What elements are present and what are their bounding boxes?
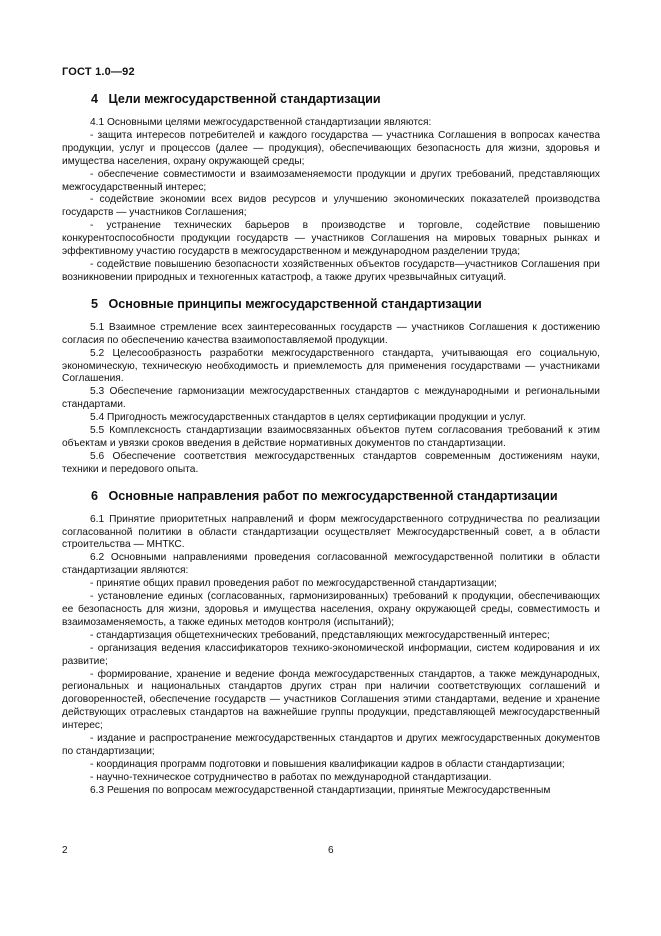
section-number: 6: [91, 488, 99, 503]
page-number-left: 2: [62, 845, 68, 856]
section-heading: [62, 487, 600, 505]
section-title: Основные направления работ по межгосударственной стандартизации: [108, 488, 558, 503]
paragraph: 5.5 Комплексность стандартизации взаимосвязанных объектов путем согласования требований к этим объектам и увязки сроков введения в действие нормативных документов по стандартизации.: [62, 425, 600, 449]
list-item: - содействие повышению безопасности хозяйственных объектов государств—участников Соглашения при возникновении природных и техногенных катастроф, а также других чрезвычайных ситуаций.: [62, 258, 600, 283]
section-heading: [62, 90, 600, 108]
list-item: - стандартизация общетехнических требований, представляющих межгосударственный интерес;: [90, 629, 550, 641]
section-heading: [62, 295, 600, 313]
page-number-center: 6: [328, 845, 334, 856]
list-item: - издание и распространение межгосударственных стандартов и других межгосударственных документов по стандартизации;: [62, 733, 600, 757]
paragraph: 6.1 Принятие приоритетных направлений и форм межгосударственного сотрудничества по реализации согласованной политики в области стандартизации осуществляет Межгосударственный совет, а в области строительства — МНТКС.: [62, 513, 600, 551]
paragraph: 5.1 Взаимное стремление всех заинтересованных государств — участников Соглашения к достижению согласия по обеспечению качества взаимопоставляемой продукции.: [62, 321, 600, 346]
list-item: - координация программ подготовки и повышения квалификации кадров в области стандартизации;: [90, 758, 565, 770]
list-item: - принятие общих правил проведения работ по межгосударственной стандартизации;: [90, 578, 497, 590]
document-body: [62, 90, 600, 808]
section-5: [62, 295, 600, 477]
list-item: - защита интересов потребителей и каждого государства — участника Соглашения в вопросах качества продукции, услуг и процессов (далее — продукция), обеспечивающих безопасность для жизни, здоровья и имущества населения, охрану окружающей среды;: [62, 129, 600, 167]
section-number: 5: [91, 296, 99, 311]
list-item: - содействие экономии всех видов ресурсов и улучшению экономических показателей производства государств — участников Соглашения;: [62, 194, 600, 219]
section-title: Основные принципы межгосударственной стандартизации: [108, 296, 482, 311]
section-6: [62, 487, 600, 798]
paragraph: 5.4 Пригодность межгосударственных стандартов в целях сертификации продукции и услуг.: [90, 412, 526, 424]
paragraph: 5.3 Обеспечение гармонизации межгосударственных стандартов с международными и региональными стандартами.: [62, 386, 600, 411]
paragraph: 4.1 Основными целями межгосударственной стандартизации являются:: [90, 117, 432, 128]
paragraph: 6.3 Решения по вопросам межгосударственной стандартизации, принятые Межгосударственным: [90, 784, 551, 796]
list-item: - устранение технических барьеров в производстве и торговле, содействие повышению конкурентоспособности продукции государств — участников Соглашения на мировых товарных рынках и эффективному участию государств в межгосударственном и международном разделении труда;: [62, 220, 600, 258]
paragraph: 6.2 Основными направлениями проведения согласованной межгосударственной политики в области стандартизации являются:: [62, 552, 600, 577]
section-4: [62, 90, 600, 285]
paragraph: 5.6 Обеспечение соответствия межгосударственных стандартов современным достижениям науки, техники и передового опыта.: [62, 450, 600, 475]
list-item: - научно-техническое сотрудничество в работах по международной стандартизации.: [90, 771, 492, 783]
doc-id-header: ГОСТ 1.0—92: [62, 66, 135, 78]
list-item: - формирование, хранение и ведение фонда межгосударственных стандартов, а также международных, региональных и национальных стандартов других стран при наличии соответствующих соглашений и договоренностей, обеспечение государств — участников Соглашения этими стандартами, ведение и хранение действующих отраслевых стандартов на важнейшие группы продукции, представляющей межгосударственный интерес;: [62, 668, 600, 732]
list-item: - установление единых (согласованных, гармонизированных) требований к продукции, обеспечивающих ее безопасность для жизни, здоровья и имущества населения, охрану окружающей среды, совместимость и взаимозаменяемость, а также единых методов контроля (испытаний);: [62, 591, 600, 628]
paragraph: 5.2 Целесообразность разработки межгосударственного стандарта, учитывающая его социальную, экономическую, техническую необходимость и приемлемость для применения государствами — участниками Соглашения.: [62, 347, 600, 385]
list-item: - обеспечение совместимости и взаимозаменяемости продукции и других требований, представляющих межгосударственный интерес;: [62, 168, 600, 193]
section-number: 4: [91, 92, 99, 106]
section-title: Цели межгосударственной стандартизации: [108, 92, 381, 106]
list-item: - организация ведения классификаторов технико-экономической информации, систем кодирования и их развитие;: [62, 642, 600, 667]
